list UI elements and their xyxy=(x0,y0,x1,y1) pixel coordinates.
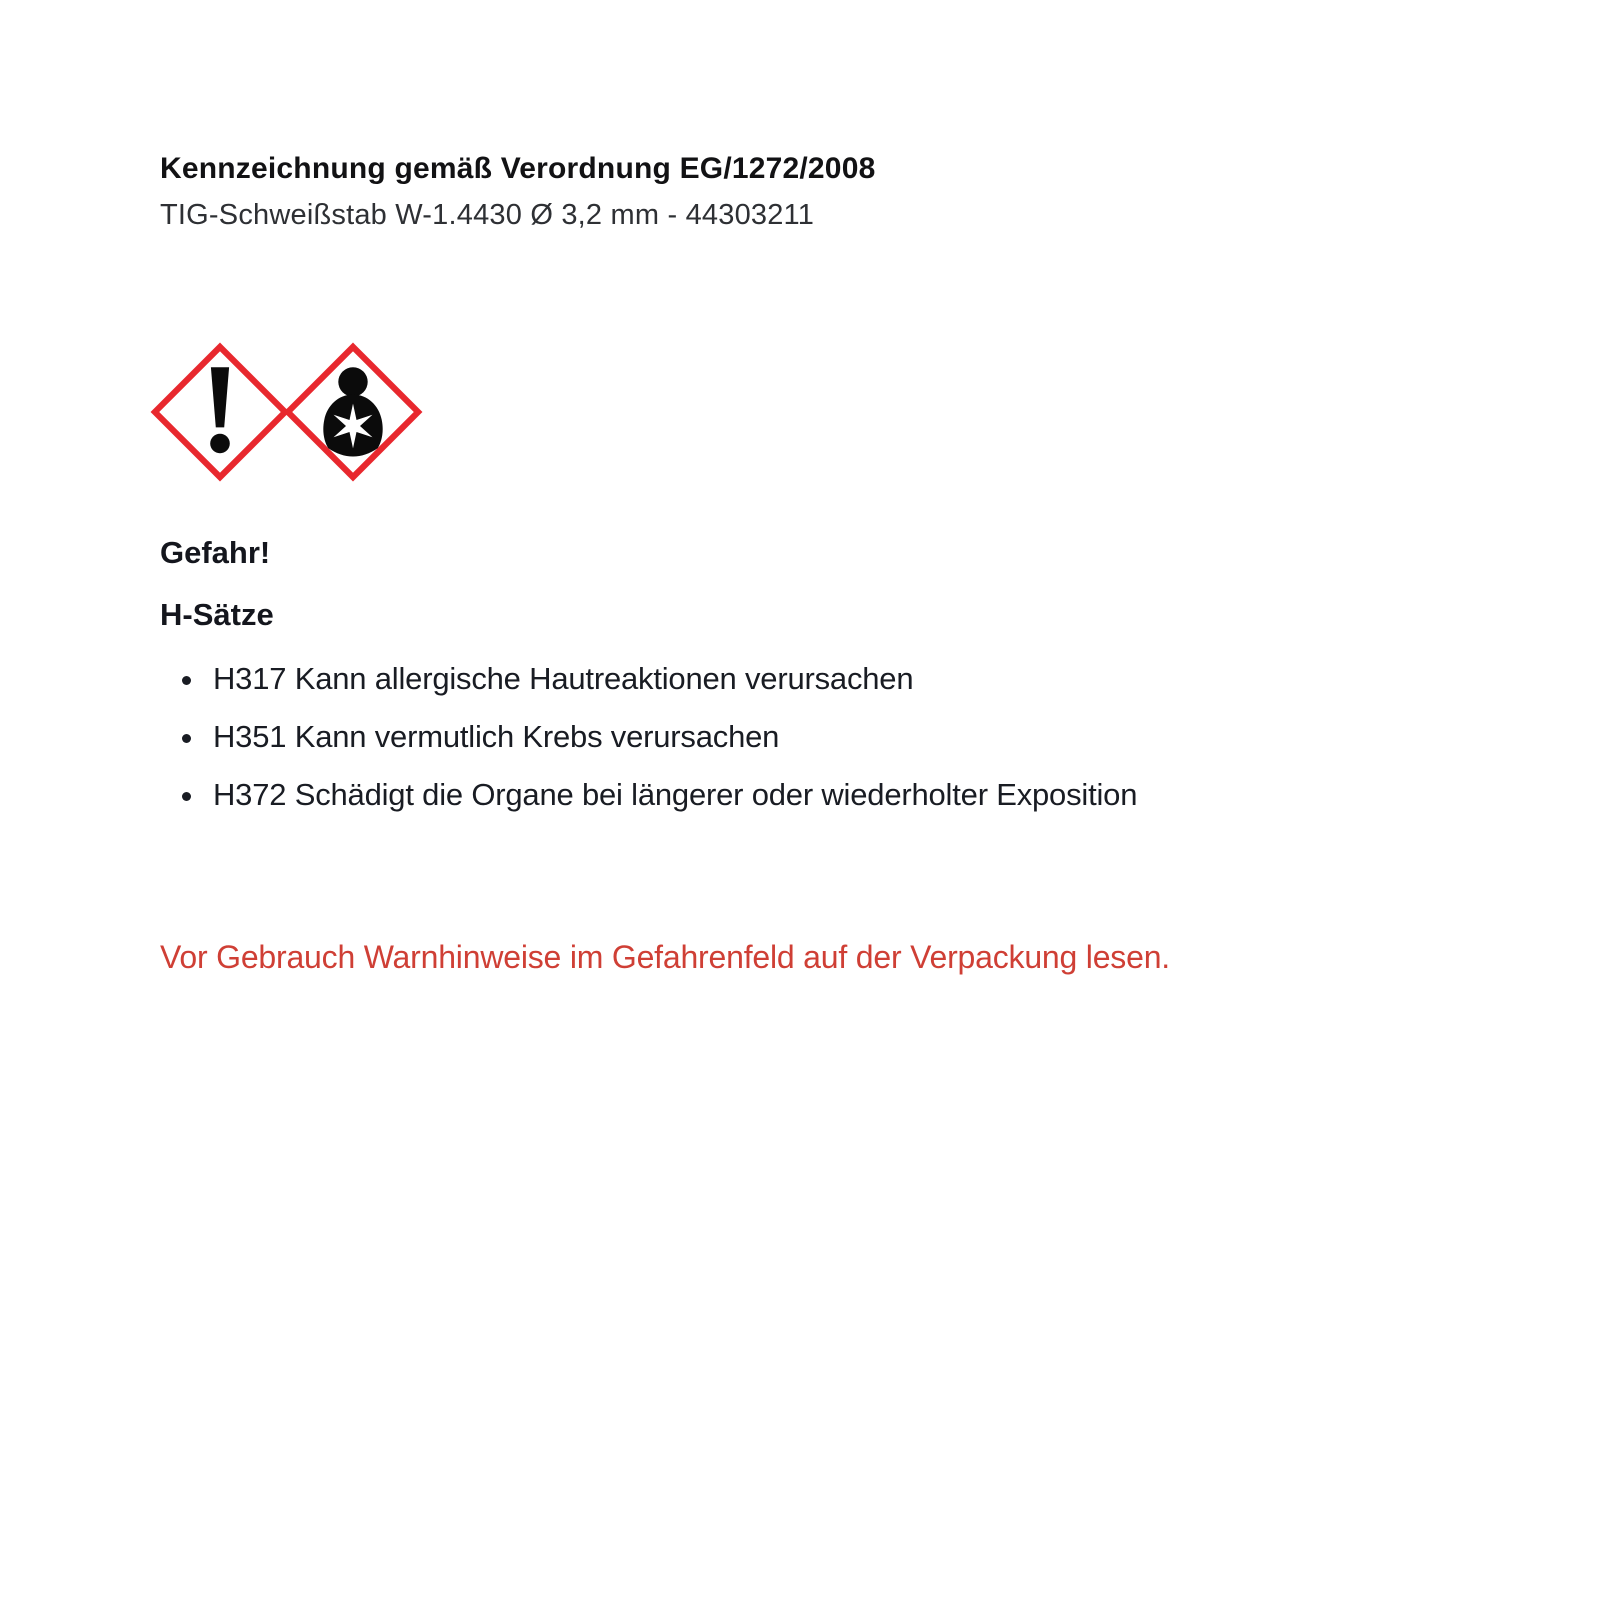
h-statements-heading: H-Sätze xyxy=(160,597,274,632)
ghs07-exclamation-mark-icon xyxy=(150,342,290,482)
ghs-pictogram-row xyxy=(150,342,1440,482)
h-statement-h317: • H317 Kann allergische Hautreaktionen verursachen xyxy=(207,650,1197,708)
h-statements-list xyxy=(160,650,1197,824)
warning-note: Vor Gebrauch Warnhinweise im Gefahrenfeld auf der Verpackung lesen. xyxy=(160,939,1170,975)
page-title: Kennzeichnung gemäß Verordnung EG/1272/2008 xyxy=(160,152,876,185)
h-statement-h351: • H351 Kann vermutlich Krebs verursachen xyxy=(207,708,1197,766)
document-header xyxy=(160,150,1440,234)
product-subtitle: TIG-Schweißstab W-1.4430 Ø 3,2 mm - 44303211 xyxy=(160,199,815,231)
h-statement-h372: • H372 Schädigt die Organe bei längerer oder wiederholter Exposition xyxy=(207,766,1197,824)
ghs08-health-hazard-icon xyxy=(283,342,423,482)
signal-word: Gefahr! xyxy=(160,535,271,570)
